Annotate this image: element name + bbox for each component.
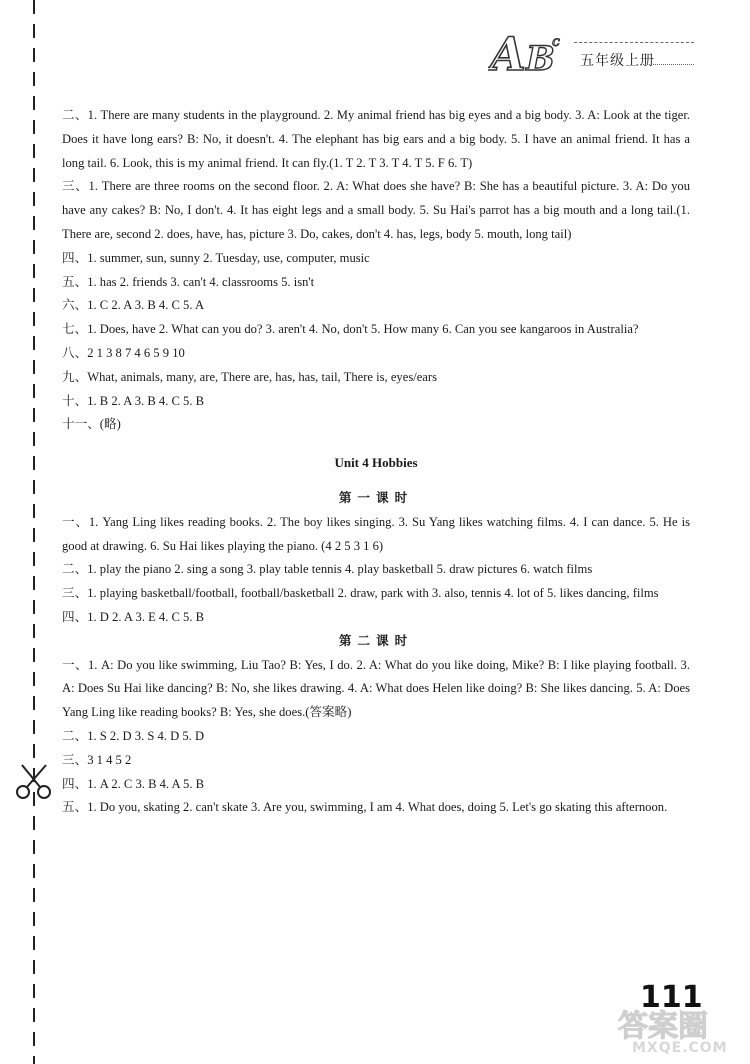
answer-line: 十一、(略) xyxy=(62,417,121,432)
answer-line: 四、1. D 2. A 3. E 4. C 5. B xyxy=(62,609,205,624)
answer-line: 七、1. Does, have 2. What can you do? 3. aren't 4. No, don't 5. How many 6. Can you see kangaroos in Australia? xyxy=(62,322,639,337)
lesson-title: 第一课时 xyxy=(338,490,414,505)
answer-line: 四、1. A 2. C 3. B 4. A 5. B xyxy=(62,776,205,791)
answer-line: 十、1. B 2. A 3. B 4. C 5. B xyxy=(62,393,205,408)
answer-line: 五、1. has 2. friends 3. can't 4. classrooms 5. isn't xyxy=(62,274,315,289)
answer-line: 三、3 1 4 5 2 xyxy=(62,752,132,767)
answer-line: 一、1. Yang Ling likes reading books. 2. The boy likes singing. 3. Su Yang likes watching films. 4. I can dance. 5. He is good at drawing. 6. Su Hai likes playing the piano. (4 2 5 3 1 6) xyxy=(62,514,690,553)
answer-line: 一、1. A: Do you like swimming, Liu Tao? B: Yes, I do. 2. A: What do you like doing, Mike? B: I like playing football. 3. A: Does Su Hai like dancing? B: No, she likes drawing. 4. A: What does Helen like doing? B: She likes dancing. 5. A: Does Yang Ling like reading books? B: Yes, she does.(答案略) xyxy=(62,657,690,720)
answer-line: 六、1. C 2. A 3. B 4. C 5. A xyxy=(62,298,205,313)
header-dotted-rule xyxy=(640,64,694,65)
svg-text:c: c xyxy=(552,34,560,50)
watermark-text: 答案圈 xyxy=(618,1009,708,1044)
answer-content xyxy=(62,104,690,820)
grade-label: 五年级上册 xyxy=(580,53,655,69)
answer-line: 九、What, animals, many, are, There are, has, has, tail, There is, eyes/ears xyxy=(62,369,437,384)
answer-line: 二、1. play the piano 2. sing a song 3. play table tennis 4. play basketball 5. draw pictures 6. watch films xyxy=(62,562,593,577)
lesson-title: 第二课时 xyxy=(338,633,414,648)
header-rule xyxy=(574,42,694,43)
answer-line: 四、1. summer, sun, sunny 2. Tuesday, use, computer, music xyxy=(62,250,370,265)
answer-line: 五、1. Do you, skating 2. can't skate 3. Are you, swimming, I am 4. What does, doing 5. Let's go skating this afternoon. xyxy=(62,800,668,815)
answer-line: 三、1. There are three rooms on the second floor. 2. A: What does she have? B: She has a beautiful picture. 3. A: Do you have any cakes? B: No, I don't. 4. It has eight legs and a small body. 5. Su Hai's parrot has a big mouth and a long tail.(1. There are, second 2. does, have, has, picture 3. Do, cakes, don't 4. has, legs, body 5. mouth, long tail) xyxy=(62,179,690,241)
watermark-url: MXQE.COM xyxy=(632,1040,728,1056)
svg-text:B: B xyxy=(526,39,555,78)
scissors-icon xyxy=(14,762,56,802)
svg-text:A: A xyxy=(490,27,526,78)
unit-title: Unit 4 Hobbies xyxy=(334,455,418,471)
answer-line: 八、2 1 3 8 7 4 6 5 9 10 xyxy=(62,345,185,360)
cut-line xyxy=(33,0,35,1064)
page-number: 111 xyxy=(640,980,703,1015)
answer-line: 二、1. S 2. D 3. S 4. D 5. D xyxy=(62,728,205,743)
answer-line: 三、1. playing basketball/football, football/basketball 2. draw, park with 3. also, tennis 4. lot of 5. likes dancing, films xyxy=(62,586,659,601)
answer-line: 二、1. There are many students in the playground. 2. My animal friend has big eyes and a big body. 3. A: Look at the tiger. Does it have long ears? B: No, it doesn't. 4. The elephant has big ears and a big body. 5. I have an animal friend. It has a long tail. 6. Look, this is my animal friend. It can fly.(1. T 2. T 3. T 4. T 5. F 6. T) xyxy=(62,108,690,170)
ab-logo-icon xyxy=(488,26,574,78)
